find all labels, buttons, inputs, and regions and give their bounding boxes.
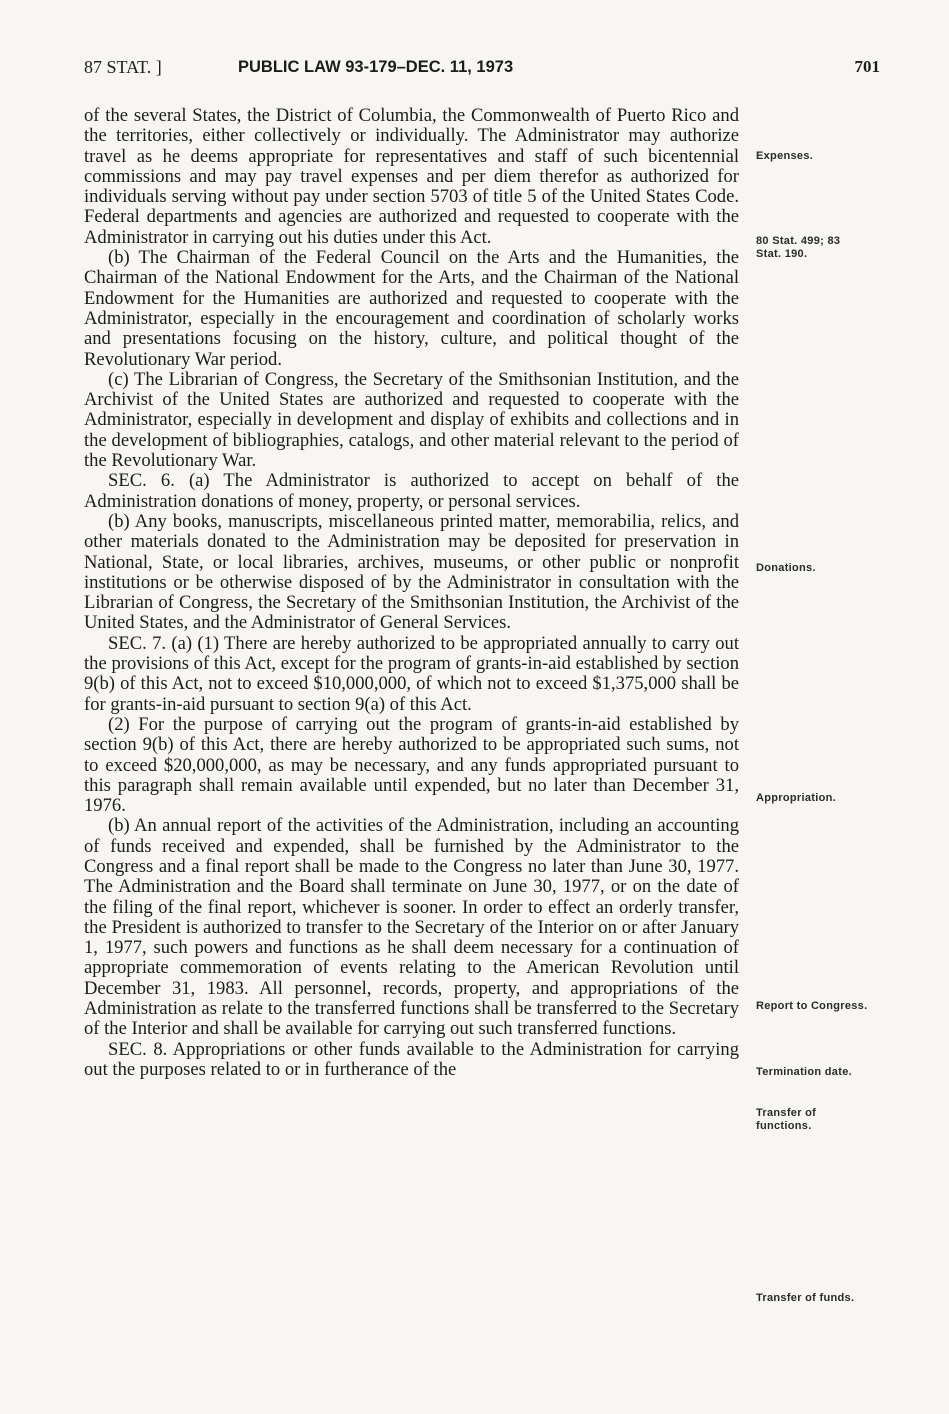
section-8: SEC. 8. Appropriations or other funds available to the Administration for carrying out the purposes related to or in furtherance of the: [84, 1038, 739, 1080]
margin-note-transfer-functions: Transfer of functions.: [756, 1107, 817, 1132]
law-title: PUBLIC LAW 93-179–DEC. 11, 1973: [238, 58, 514, 76]
page-number: 701: [854, 57, 880, 76]
section-7b: (b) An annual report of the activities of the Administration, including an accounting of funds received and expended, shall be furnished by the Administrator to the Congress and a final report shall be made to the Congress no later than June 30, 1977. The Administration and the Board shall terminate on June 30, 1977, or on the date of the filing of the final report, whichever is sooner. In order to effect an orderly transfer, the President is authorized to transfer to the Secretary of the Interior on or after January 1, 1977, such powers and functions as he shall deem necessary for a continuation of appropriate commemoration of events relating to the American Revolution until December 31, 1983. All personnel, records, property, and appropriations of the Administration as relate to the transferred functions shall be transferred to the Secretary of the Interior and shall be available for carrying out such transferred functions.: [84, 815, 739, 1040]
margin-note-donations: Donations.: [756, 562, 816, 574]
paragraph-c: (c) The Librarian of Congress, the Secretary of the Smithsonian Institution, and the Archivist of the United States are authorized and requested to cooperate with the Administrator, especially in development and display of exhibits and collections and in the development of bibliographies, catalogs, and other material relevant to the period of the Revolutionary War.: [84, 368, 739, 472]
main-text: [84, 106, 739, 1080]
statute-reference: 87 STAT. ]: [84, 57, 162, 77]
paragraph-continuation: of the several States, the District of Columbia, the Commonwealth of Puerto Rico and the territories, either collectively or individually. The Administrator may authorize travel as he deems appropriate for representatives and staff of such bicentennial commissions and may pay travel expenses and per diem therefor as authorized for individuals serving without pay under section 5703 of title 5 of the United States Code. Federal departments and agencies are authorized and requested to cooperate with the Administrator in carrying out his duties under this Act.: [84, 105, 739, 248]
margin-note-transfer-funds: Transfer of funds.: [756, 1292, 855, 1304]
page-header: [84, 57, 880, 85]
margin-note-termination: Termination date.: [756, 1066, 852, 1078]
margin-note-report: Report to Congress.: [756, 1000, 868, 1012]
margin-note-expenses: Expenses.: [756, 150, 814, 162]
section-6a: SEC. 6. (a) The Administrator is authorized to accept on behalf of the Administration donations of money, property, or personal services.: [84, 470, 739, 512]
margin-note-appropriation: Appropriation.: [756, 792, 836, 804]
section-7a2: (2) For the purpose of carrying out the program of grants-in-aid established by section 9(b) of this Act, there are hereby authorized to be appropriated such sums, not to exceed $20,000,000, as may be necessary, and any funds appropriated pursuant to this paragraph shall remain available until expended, but no later than December 31, 1976.: [84, 713, 739, 817]
section-6b: (b) Any books, manuscripts, miscellaneous printed matter, memorabilia, relics, and other materials donated to the Administration may be deposited for preservation in National, State, or local libraries, archives, museums, or other public or nonprofit institutions or be otherwise disposed of by the Administrator in consultation with the Librarian of Congress, the Secretary of the Smithsonian Institution, the Archivist of the United States, and the Administrator of General Services.: [84, 510, 739, 634]
margin-note-statutes: 80 Stat. 499; 83 Stat. 190.: [756, 235, 841, 260]
section-7a1: SEC. 7. (a) (1) There are hereby authorized to be appropriated annually to carry out the provisions of this Act, except for the program of grants-in-aid established by section 9(b) of this Act, not to exceed $10,000,000, of which not to exceed $1,375,000 shall be for grants-in-aid pursuant to section 9(a) of this Act.: [84, 632, 739, 715]
paragraph-b: (b) The Chairman of the Federal Council on the Arts and the Humanities, the Chairman of the National Endowment for the Arts, and the Chairman of the National Endowment for the Humanities are authorized and requested to cooperate with the Administrator, especially in the encouragement and coordination of scholarly works and presentations focusing on the history, culture, and political thought of the Revolutionary War period.: [84, 247, 739, 370]
